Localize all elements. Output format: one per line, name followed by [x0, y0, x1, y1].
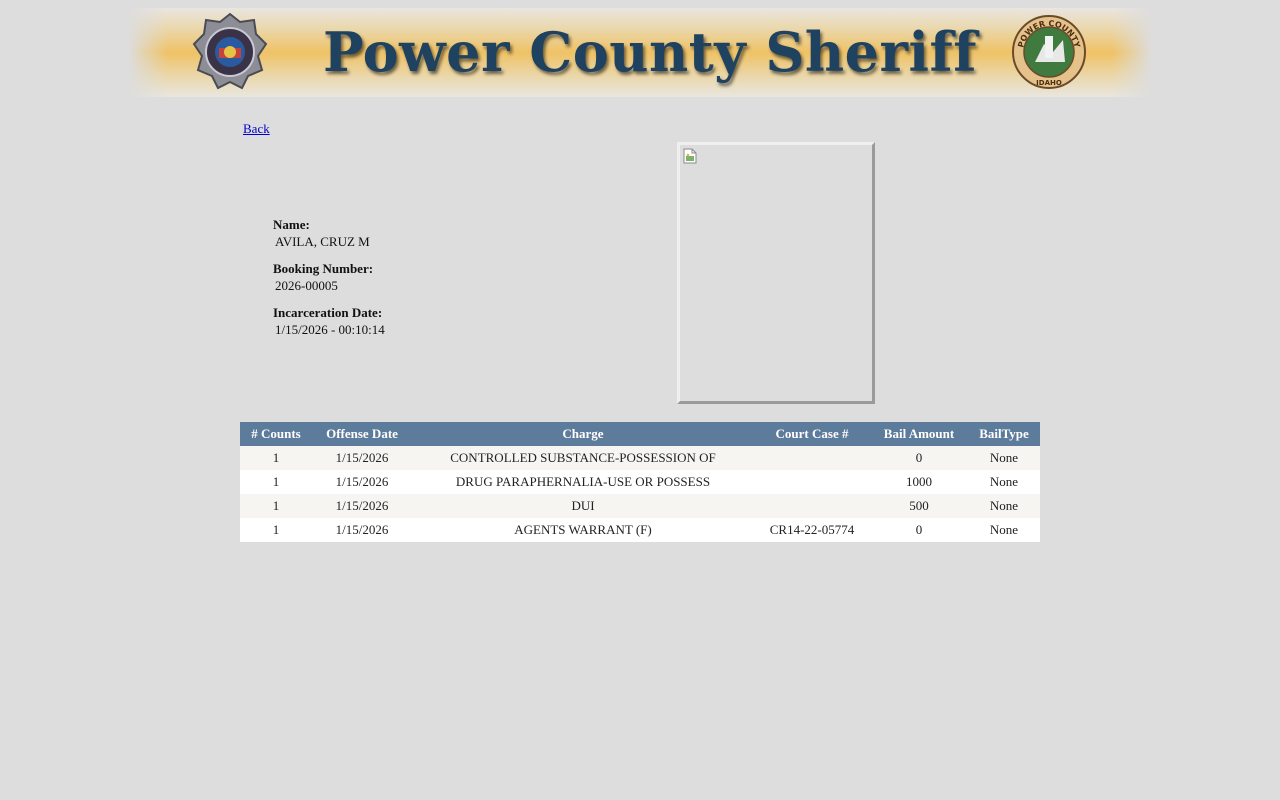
table-row: [240, 494, 1040, 518]
cell-charge: CONTROLLED SUBSTANCE-POSSESSION OF: [412, 446, 754, 470]
table-row: [240, 470, 1040, 494]
cell-charge: DRUG PARAPHERNALIA-USE OR POSSESS: [412, 470, 754, 494]
power-county-idaho-seal-icon: [1011, 14, 1087, 90]
seal-text-top: POWER COUNTY: [1016, 18, 1082, 49]
cell-counts: 1: [240, 518, 312, 542]
cell-bail-amount: 0: [870, 446, 968, 470]
sheriff-star-badge-icon: [192, 12, 268, 92]
cell-bail-amount: 1000: [870, 470, 968, 494]
inmate-info: [273, 216, 573, 348]
cell-offense-date: 1/15/2026: [312, 470, 412, 494]
incarceration-date: 1/15/2026 - 00:10:14: [275, 322, 385, 337]
cell-offense-date: 1/15/2026: [312, 494, 412, 518]
name-label: Name:: [273, 217, 310, 232]
column-header-counts: # Counts: [240, 422, 312, 446]
inmate-photo: [677, 142, 875, 404]
column-header-bail-type: BailType: [968, 422, 1040, 446]
back-link[interactable]: Back: [243, 121, 270, 136]
column-header-bail-amount: Bail Amount: [870, 422, 968, 446]
table-row: [240, 446, 1040, 470]
cell-bail-type: None: [968, 470, 1040, 494]
cell-counts: 1: [240, 470, 312, 494]
column-header-offense-date: Offense Date: [312, 422, 412, 446]
cell-offense-date: 1/15/2026: [312, 446, 412, 470]
broken-image-icon: [683, 148, 697, 164]
cell-court-case: [754, 446, 870, 470]
booking-number-label: Booking Number:: [273, 261, 374, 276]
cell-charge: DUI: [412, 494, 754, 518]
cell-charge: AGENTS WARRANT (F): [412, 518, 754, 542]
cell-bail-type: None: [968, 494, 1040, 518]
seal-text-bottom: IDAHO: [1036, 79, 1062, 87]
column-header-charge: Charge: [412, 422, 754, 446]
table-header-row: [240, 422, 1040, 446]
charges-table: [240, 422, 1040, 542]
site-title: Power County Sheriff: [323, 20, 977, 84]
cell-counts: 1: [240, 494, 312, 518]
header-banner: [128, 8, 1152, 97]
cell-court-case: CR14-22-05774: [754, 518, 870, 542]
booking-number: 2026-00005: [275, 278, 338, 293]
incarceration-date-label: Incarceration Date:: [273, 305, 383, 320]
cell-offense-date: 1/15/2026: [312, 518, 412, 542]
table-row: [240, 518, 1040, 542]
cell-bail-amount: 0: [870, 518, 968, 542]
cell-court-case: [754, 494, 870, 518]
cell-court-case: [754, 470, 870, 494]
inmate-name: AVILA, CRUZ M: [275, 234, 370, 249]
cell-bail-amount: 500: [870, 494, 968, 518]
cell-bail-type: None: [968, 446, 1040, 470]
cell-counts: 1: [240, 446, 312, 470]
column-header-court-case: Court Case #: [754, 422, 870, 446]
cell-bail-type: None: [968, 518, 1040, 542]
